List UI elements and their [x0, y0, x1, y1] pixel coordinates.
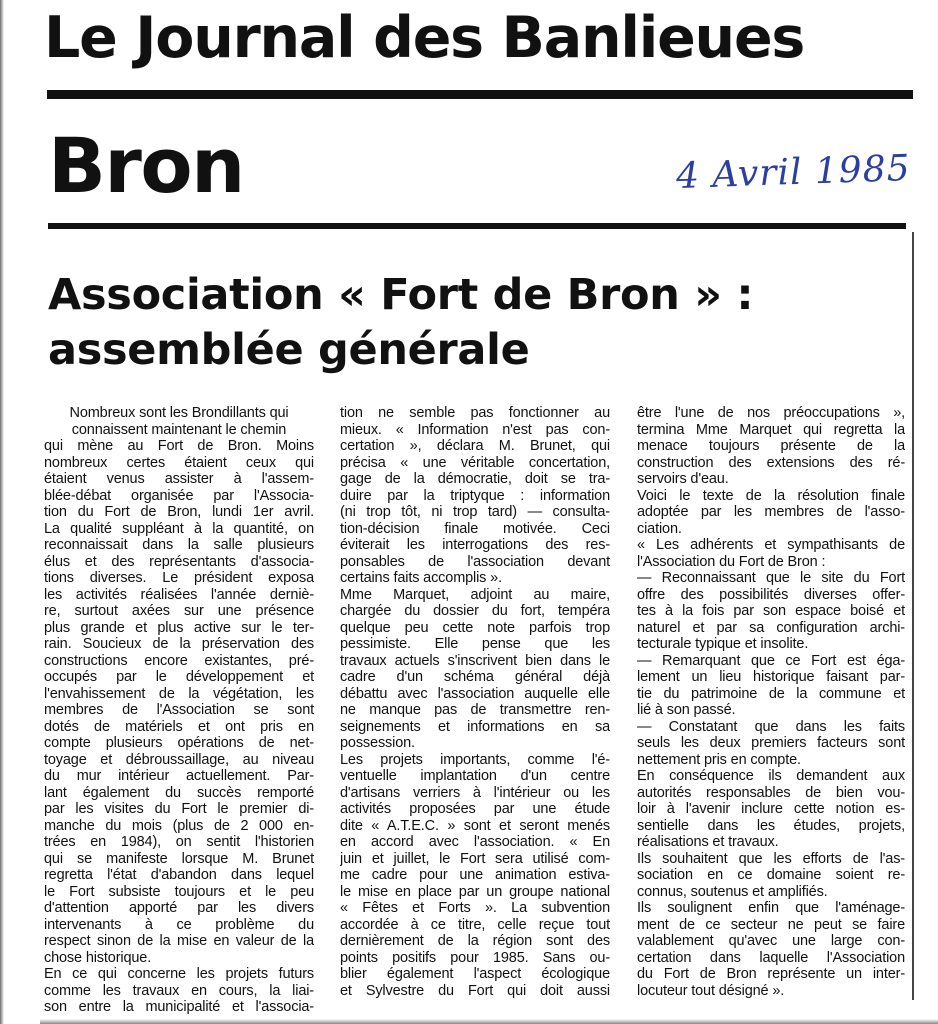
text-line: activités proposées par une étude	[340, 801, 610, 817]
text-line: — Remarquant que ce Fort est éga-	[637, 652, 905, 669]
text-line: valablement qu'avec une large con-	[637, 933, 905, 949]
text-line: connus, soutenus et amplifiés.	[637, 883, 828, 900]
text-line: trées en 1984), on sentit l'historien	[44, 834, 314, 850]
text-line: et Sylvestre du Fort qui doit aussi	[340, 982, 610, 999]
section-rule	[48, 223, 906, 229]
text-line: en accord avec l'association. « En	[340, 834, 610, 850]
text-line: offre des possibilités diverses offer-	[637, 586, 905, 603]
text-line: adoptée par les membres de l'asso-	[637, 504, 905, 520]
text-line: tes à la fois par son espace boisé et	[637, 603, 905, 619]
text-line: chargée du dossier du fort, tempéra	[340, 603, 610, 619]
section-title: Bron	[48, 121, 244, 210]
text-line: Ils soulignent enfin que l'aménage-	[637, 900, 905, 916]
text-line: son entre la municipalité et l'associa-	[44, 999, 314, 1015]
text-line: débattu avec l'association auquelle elle	[340, 685, 610, 702]
text-line: En ce qui concerne les projets futurs	[44, 966, 314, 982]
text-line: tion ne semble pas fonctionner au	[340, 405, 610, 421]
text-line: La qualité suppléant à la quantité, on	[44, 520, 314, 537]
text-line: lant également du succès remporté	[44, 784, 314, 801]
text-line: certains faits accomplis ».	[340, 570, 502, 586]
text-line: nombreux certes étaient ceux qui	[44, 454, 314, 471]
text-line: compte plusieurs opérations de net-	[44, 735, 314, 751]
text-line: juin et juillet, le Fort sera utilisé com-	[340, 850, 610, 867]
newspaper-masthead: Le Journal des Banlieues	[44, 5, 805, 71]
text-line: du Fort de Bron représente un inter-	[637, 966, 905, 982]
text-line: dite « A.T.E.C. » sont et seront menés	[340, 817, 610, 834]
text-line: blée-débat organisée par l'Associa-	[44, 487, 314, 504]
headline-line-1: Association « Fort de Bron » :	[48, 270, 754, 320]
text-line: sentielle dans les études, projets,	[637, 817, 905, 834]
text-line: naturel et par sa configuration archi-	[637, 619, 905, 636]
text-line: lement un lieu historique faisant par-	[637, 669, 905, 685]
text-line: chose historique.	[44, 949, 152, 966]
text-line: Voici le texte de la résolution finale	[637, 487, 905, 504]
text-line: tion-décision finale motivée. Ceci	[340, 520, 610, 537]
text-line: ponsables de l'association devant	[340, 553, 610, 570]
text-line: précisa « une véritable concertation,	[340, 454, 610, 471]
text-line: manche du mois (plus de 2 000 en-	[44, 817, 314, 834]
text-line: par les visites du Fort le premier di-	[44, 801, 314, 817]
text-line: ment de ce secteur ne peut se faire	[637, 916, 905, 933]
text-line: connaissent maintenant le chemin	[71, 421, 287, 438]
text-line: d'artisans verriers à l'intérieur ou les	[340, 784, 610, 801]
text-line: tion du Fort de Bron, lundi 1er avril.	[44, 504, 314, 520]
text-line: cadre d'un schéma général déjà	[340, 669, 610, 685]
text-line: plus grande et plus active sur le ter-	[44, 619, 314, 636]
text-line: le mise en place par un groupe national	[340, 883, 610, 900]
text-line: menace toujours présente de la	[637, 438, 905, 454]
text-line: autorités responsables de bien vou-	[637, 784, 905, 801]
text-line: lié à son passé.	[637, 702, 736, 718]
text-line: tie du patrimoine de la commune et	[637, 685, 905, 702]
text-line: qui mène au Fort de Bron. Moins	[44, 438, 314, 454]
text-line: le Fort subsiste toujours et le peu	[44, 883, 314, 900]
text-line: re, surtout axées sur une présence	[44, 603, 314, 619]
text-line: Ils souhaitent que les efforts de l'as-	[637, 850, 905, 867]
text-line: travaux actuels s'inscrivent bien dans le	[340, 652, 610, 669]
article-headline	[48, 268, 753, 378]
text-line: comme les travaux en cours, la liai-	[44, 982, 314, 999]
text-line: me cadre pour une animation estiva-	[340, 867, 610, 883]
text-line: servoirs d'eau.	[637, 471, 729, 487]
text-line: certation », déclara M. Brunet, qui	[340, 438, 610, 454]
text-line: duire par la triptyque : information	[340, 487, 610, 504]
text-line: Les projets importants, comme l'é-	[340, 751, 610, 768]
handwritten-date: 4 Avril 1985	[675, 147, 912, 198]
text-line: l'Association du Fort de Bron :	[637, 553, 826, 570]
text-line: gage de la démocratie, doit se tra-	[340, 471, 610, 487]
masthead-rule	[47, 90, 913, 99]
text-line: élus et des représentants d'associa-	[44, 553, 314, 570]
scan-bottom-edge	[40, 1019, 938, 1024]
text-line: locuteur tout désigné ».	[637, 982, 785, 999]
text-line: respect sinon de la mise en valeur de la	[44, 933, 314, 949]
text-line: accordée à ce titre, celle reçue tout	[340, 916, 610, 933]
text-line: Mme Marquet, adjoint au maire,	[340, 586, 610, 603]
article-column-2	[340, 405, 610, 999]
article-column-3	[637, 405, 905, 999]
text-line: pessimiste. Elle pense que les	[340, 636, 610, 652]
text-line: mieux. « Information n'est pas con-	[340, 421, 610, 438]
text-line: dotés de matériels et ont pris en	[44, 718, 314, 735]
text-line: reconnaissait dans la salle plusieurs	[44, 537, 314, 553]
scan-edge-shadow	[0, 0, 4, 1024]
text-line: certation dans laquelle l'Association	[637, 949, 905, 966]
text-line: être l'une de nos préoccupations »,	[637, 405, 905, 421]
text-line: tions diverses. Le président exposa	[44, 570, 314, 586]
text-line: regretta l'état d'abandon dans lequel	[44, 867, 314, 883]
text-line: occupés par le développement et	[44, 669, 314, 685]
text-line: ciation.	[637, 520, 682, 537]
text-line: En conséquence ils demandent aux	[637, 768, 905, 784]
text-line: « Les adhérents et sympathisants de	[637, 537, 905, 553]
text-line: (ni trop tôt, ni trop tard) — consulta-	[340, 504, 610, 520]
text-line: sociation en ce domaine soient re-	[637, 867, 905, 883]
text-line: réalisations et travaux.	[637, 834, 779, 850]
text-line: du mur intérieur actuellement. Par-	[44, 768, 314, 784]
text-line: termina Mme Marquet qui regretta la	[637, 421, 905, 438]
text-line: seuls les deux premiers facteurs sont	[637, 735, 905, 751]
text-line: points positifs pour 1985. Sans ou-	[340, 949, 610, 966]
text-line: l'envahissement de la végétation, les	[44, 685, 314, 702]
text-line: intervenants à ce problème du	[44, 916, 314, 933]
text-line: qui se manifeste lorsque M. Brunet	[44, 850, 314, 867]
text-line: constructions encore existantes, pré-	[44, 652, 314, 669]
text-line: — Reconnaissant que le site du Fort	[637, 570, 905, 586]
text-line: éviterait les interrogations des res-	[340, 537, 610, 553]
text-line: seignements et informations en sa	[340, 718, 610, 735]
text-line: — Constatant que dans les faits	[637, 718, 905, 735]
column-border	[912, 232, 914, 1000]
text-line: toyage et débroussaillage, au niveau	[44, 751, 314, 768]
text-line: blier également l'aspect écologique	[340, 966, 610, 982]
text-line: construction des extensions des ré-	[637, 454, 905, 471]
text-line: dernièrement de la région sont des	[340, 933, 610, 949]
text-line: tecturale typique et insolite.	[637, 636, 809, 652]
text-line: loir à l'avenir inclure cette notion es-	[637, 801, 905, 817]
headline-line-2: assemblée générale	[48, 325, 530, 375]
text-line: rain. Soucieux de la préservation des	[44, 636, 314, 652]
text-line: les activités réalisées l'année derniè-	[44, 586, 314, 603]
text-line: d'attention apporté par les divers	[44, 900, 314, 916]
text-line: ne manque pas de transmettre ren-	[340, 702, 610, 718]
text-line: possession.	[340, 735, 415, 751]
text-line: Nombreux sont les Brondillants qui	[69, 405, 289, 421]
text-line: « Fêtes et Forts ». La subvention	[340, 900, 610, 916]
text-line: quelque peu cette note parfois trop	[340, 619, 610, 636]
text-line: étaient venus assister à l'assem-	[44, 471, 314, 487]
text-line: ventuelle implantation d'un centre	[340, 768, 610, 784]
article-column-1	[44, 405, 314, 1016]
text-line: nettement pris en compte.	[637, 751, 801, 768]
text-line: membres de l'Association se sont	[44, 702, 314, 718]
